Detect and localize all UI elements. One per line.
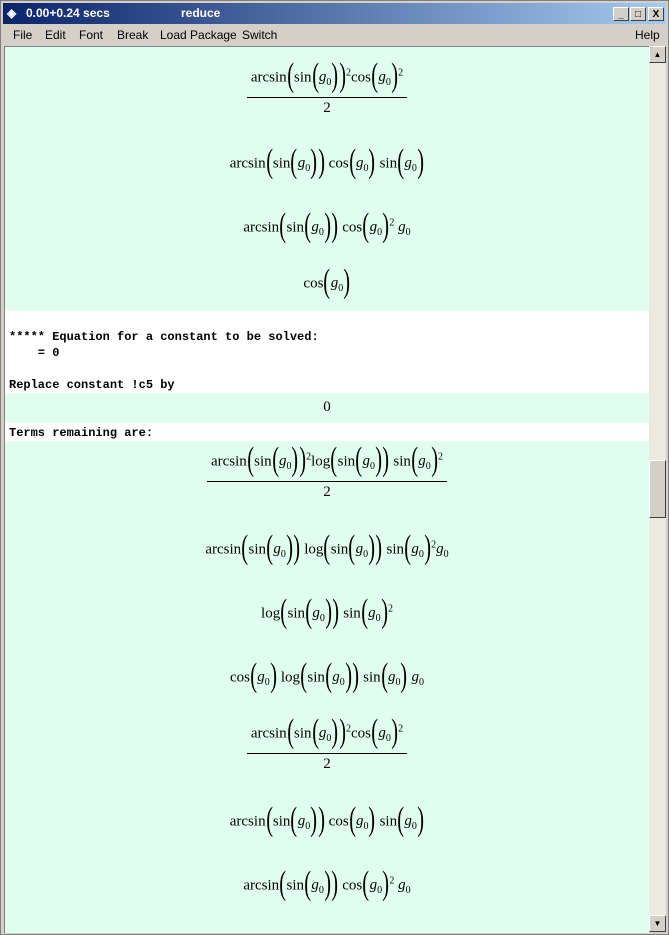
menu-file[interactable]: File [13, 28, 33, 42]
vertical-scrollbar[interactable] [649, 46, 666, 932]
menu-font[interactable]: Font [79, 28, 104, 42]
menu-edit[interactable]: Edit [45, 28, 66, 42]
window-title: reduce [181, 6, 221, 20]
math-expression [5, 713, 649, 773]
replace-message: Replace constant !c5 by [9, 378, 175, 392]
math-expression [5, 57, 649, 117]
fraction: $\frac{\arcsin(\sin(g_0))^2\cos(g_0)^2}{2}$ [247, 717, 407, 773]
menu-load-package[interactable]: Load Package [160, 28, 237, 42]
scroll-thumb[interactable] [649, 460, 666, 518]
maximize-button[interactable]: □ [630, 7, 646, 21]
close-button[interactable]: X [648, 7, 664, 21]
equation-message: ***** Equation for a constant to be solved: [9, 330, 319, 344]
math-expression: $\arcsin(\sin(g_0))$ $\cos(g_0)^2$ $g_0$ [243, 207, 411, 244]
menu-help[interactable]: Help [635, 28, 660, 42]
reduce-app-icon[interactable]: ◈ [7, 6, 17, 20]
math-expression [5, 441, 649, 501]
scroll-up-arrow-icon[interactable]: ▲ [649, 46, 666, 63]
terms-message: Terms remaining are: [9, 426, 154, 440]
math-expression: $\log(\sin(g_0))$ $\sin(g_0)^2$ [261, 593, 393, 630]
math-expression: $\cos(g_0)$ [303, 263, 351, 300]
equation-value: = 0 [9, 346, 60, 360]
math-expression: $\arcsin(\sin(g_0))$ $\cos(g_0)^2$ $g_0$ [243, 865, 411, 902]
fraction: $\frac{\arcsin(\sin(g_0))^2\log(\sin(g_0)) \sin(g_0)^2}{2}$ [207, 445, 447, 501]
menu-break[interactable]: Break [117, 28, 149, 42]
title-bar [3, 3, 666, 24]
fraction: $\frac{\arcsin(\sin(g_0))^2\cos(g_0)^2}{2}$ [247, 61, 407, 117]
replace-value: 0 [323, 399, 331, 415]
math-expression: $\cos(g_0)$ $\log(\sin(g_0))$ $\sin(g_0)$ $g_0$ [229, 657, 425, 694]
console-output[interactable] [4, 46, 649, 933]
math-output-block-1 [5, 47, 649, 311]
math-expression: $\arcsin(\sin(g_0))$ $\cos(g_0)$ $\sin(g_0)$ [229, 801, 424, 838]
menu-switch[interactable]: Switch [242, 28, 278, 42]
menu-bar [3, 24, 666, 45]
scroll-down-arrow-icon[interactable]: ▼ [649, 915, 666, 932]
timing-label: 0.00+0.24 secs [26, 6, 110, 20]
math-expression: $\arcsin(\sin(g_0))$ $\log(\sin(g_0))$ $\sin(g_0)^2g_0$ [205, 529, 449, 566]
math-output-block-3 [5, 441, 649, 933]
math-output-block-2 [5, 393, 649, 423]
math-expression: $\arcsin(\sin(g_0))$ $\cos(g_0)$ $\sin(g_0)$ [229, 143, 424, 180]
minimize-button[interactable]: _ [613, 7, 629, 21]
